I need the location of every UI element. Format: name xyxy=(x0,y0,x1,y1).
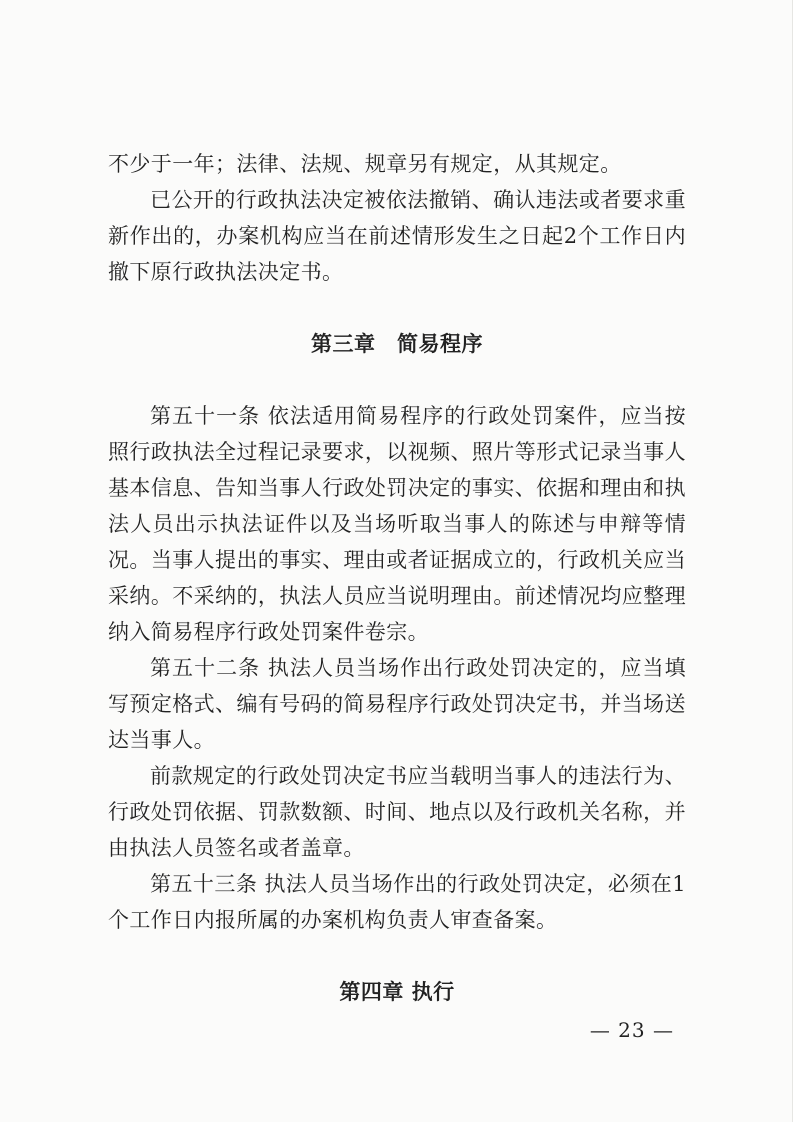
paragraph-continuation: 不少于一年；法律、法规、规章另有规定，从其规定。 xyxy=(108,152,622,176)
page-number: — 23 — xyxy=(589,1018,674,1042)
article-53: 第五十三条 执法人员当场作出的行政处罚决定，必须在1个工作日内报所属的办案机构负责人审查备案。 xyxy=(108,872,686,932)
spacer xyxy=(108,938,686,974)
spacer xyxy=(108,290,686,326)
article-52-clause-2: 前款规定的行政处罚决定书应当载明当事人的违法行为、行政处罚依据、罚款数额、时间、地点以及行政机关名称，并由执法人员签名或者盖章。 xyxy=(108,764,686,860)
paragraph-revoked-decision: 已公开的行政执法决定被依法撤销、确认违法或者要求重新作出的，办案机构应当在前述情形发生之日起2个工作日内撤下原行政执法决定书。 xyxy=(108,188,686,284)
article-51: 第五十一条 依法适用简易程序的行政处罚案件，应当按照行政执法全过程记录要求，以视频、照片等形式记录当事人基本信息、告知当事人行政处罚决定的事实、依据和理由和执法人员出示执法证件以及当场听取当事人的陈述与申辩等情况。当事人提出的事实、理由或者证据成立的，行政机关应当采纳。不采纳的，执法人员应当说明理由。前述情况均应整理纳入简易程序行政处罚案件卷宗。 xyxy=(108,404,686,644)
page-body xyxy=(108,146,686,1010)
chapter-heading-3: 第三章 简易程序 xyxy=(311,332,483,356)
chapter-heading-4: 第四章 执行 xyxy=(339,980,455,1004)
spacer xyxy=(108,362,686,398)
article-52: 第五十二条 执法人员当场作出行政处罚决定的，应当填写预定格式、编有号码的简易程序行政处罚决定书，并当场送达当事人。 xyxy=(108,656,686,752)
